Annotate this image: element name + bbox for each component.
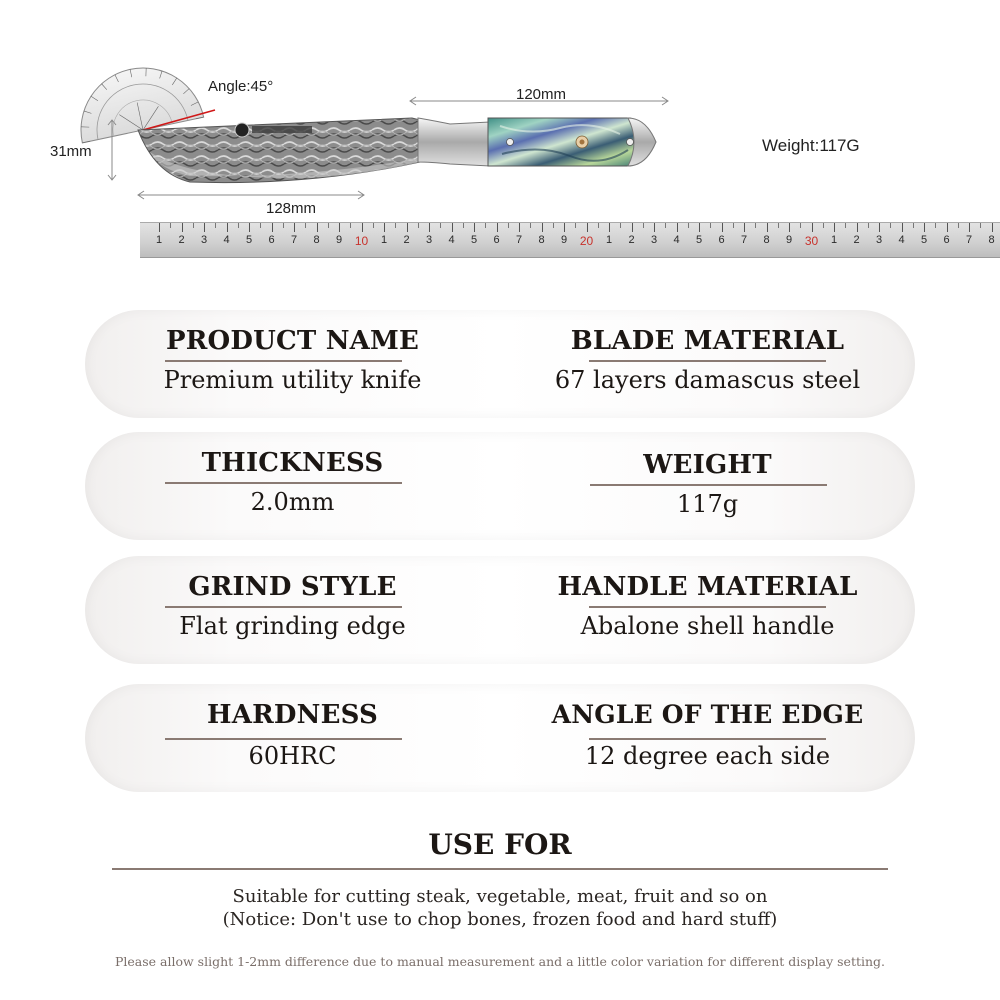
ruler-tick-mark: [519, 223, 520, 232]
spec-value: Abalone shell handle: [580, 612, 835, 640]
spec-row: [85, 310, 915, 418]
ruler-tick-label: 8: [988, 234, 995, 246]
ruler-tick-label: 1: [380, 234, 388, 246]
ruler-tick-mark: [384, 223, 385, 232]
ruler-tick-label: 4: [223, 234, 230, 246]
ruler-tick-mark: [407, 223, 408, 232]
ruler-tick-mark: [812, 223, 813, 232]
ruler-tick-mark: [204, 223, 205, 232]
spec-heading: BLADE MATERIAL: [570, 326, 845, 356]
ruler-tick-label: 4: [898, 234, 905, 246]
ruler-half-tick: [823, 223, 824, 228]
ruler-half-tick: [868, 223, 869, 228]
heading-underline: [165, 360, 402, 362]
ruler-tick-mark: [677, 223, 678, 232]
ruler-tick-label: 3: [425, 234, 433, 246]
ruler-tick-mark: [452, 223, 453, 232]
ruler-tick-mark: [924, 223, 925, 232]
ruler-tick-mark: [182, 223, 183, 232]
ruler-half-tick: [958, 223, 959, 228]
ruler-tick-label: 6: [268, 234, 275, 246]
ruler-half-tick: [935, 223, 936, 228]
ruler-tick-mark: [767, 223, 768, 232]
ruler-tick-label: 3: [650, 234, 658, 246]
blade-height-label: 31mm: [50, 143, 92, 160]
ruler-half-tick: [553, 223, 554, 228]
ruler-tick-label: 5: [245, 234, 253, 246]
ruler-half-tick: [890, 223, 891, 228]
ruler-tick-mark: [317, 223, 318, 232]
ruler-tick-mark: [609, 223, 610, 232]
ruler-tick-label: 5: [470, 234, 478, 246]
ruler-tick-label: 6: [943, 234, 950, 246]
ruler-half-tick: [373, 223, 374, 228]
ruler-tick-label: 2: [628, 234, 635, 246]
ruler-tick-mark: [362, 223, 363, 232]
spec-blade-material: [500, 310, 915, 418]
ruler-half-tick: [395, 223, 396, 228]
ruler-tick-mark: [992, 223, 993, 232]
use-for-notice: (Notice: Don't use to chop bones, frozen food and hard stuff): [222, 909, 778, 930]
knife-image: [130, 112, 670, 192]
ruler-tick-mark: [969, 223, 970, 232]
ruler-half-tick: [193, 223, 194, 228]
ruler-tick-mark: [429, 223, 430, 232]
ruler-tick-label: 9: [785, 234, 793, 246]
ruler-half-tick: [688, 223, 689, 228]
ruler-tick-label: 3: [875, 234, 883, 246]
ruler-tick-label: 7: [965, 234, 973, 246]
ruler-half-tick: [598, 223, 599, 228]
ruler-half-tick: [350, 223, 351, 228]
blade-length-arrow: [136, 188, 366, 202]
spec-product-name: [85, 310, 500, 418]
ruler-tick-label: 2: [178, 234, 185, 246]
heading-underline: [165, 738, 402, 740]
ruler-tick-mark: [339, 223, 340, 232]
height-dimension-arrow: [104, 118, 120, 182]
ruler-tick-mark: [497, 223, 498, 232]
ruler-tick-label: 1: [830, 234, 838, 246]
ruler-half-tick: [755, 223, 756, 228]
spec-heading: PRODUCT NAME: [165, 326, 420, 356]
ruler-half-tick: [913, 223, 914, 228]
ruler-tick-label: 7: [290, 234, 298, 246]
heading-underline: [589, 606, 826, 608]
ruler-half-tick: [170, 223, 171, 228]
ruler-half-tick: [845, 223, 846, 228]
spec-heading: ANGLE OF THE EDGE: [551, 700, 864, 729]
spec-heading: HANDLE MATERIAL: [557, 572, 858, 602]
ruler-half-tick: [418, 223, 419, 228]
spec-row: [85, 556, 915, 664]
ruler-tick-mark: [159, 223, 160, 232]
spec-value: Flat grinding edge: [179, 612, 406, 640]
ruler-tick-mark: [632, 223, 633, 232]
ruler-half-tick: [575, 223, 576, 228]
spec-heading: HARDNESS: [206, 700, 379, 730]
ruler-tick-mark: [587, 223, 588, 232]
spec-hardness: [85, 684, 500, 792]
ruler-tick-label: 30: [804, 234, 819, 248]
heading-underline: [589, 738, 826, 740]
use-for-title: USE FOR: [428, 828, 572, 861]
ruler-tick-mark: [542, 223, 543, 232]
disclaimer-text: Please allow slight 1-2mm difference due to manual measurement and a little color variation for different display setting.: [114, 954, 886, 969]
spec-edge-angle: [500, 684, 915, 792]
ruler-tick-label: 8: [313, 234, 320, 246]
ruler-tick-label: 10: [354, 234, 369, 248]
ruler-tick-label: 4: [448, 234, 455, 246]
ruler-half-tick: [778, 223, 779, 228]
handle-length-label: 120mm: [516, 86, 567, 103]
ruler-half-tick: [530, 223, 531, 228]
heading-underline: [590, 484, 827, 486]
ruler-half-tick: [485, 223, 486, 228]
ruler-tick-mark: [902, 223, 903, 232]
ruler-tick-label: 5: [920, 234, 928, 246]
ruler-half-tick: [800, 223, 801, 228]
ruler-half-tick: [328, 223, 329, 228]
ruler-half-tick: [305, 223, 306, 228]
ruler-half-tick: [238, 223, 239, 228]
spec-weight: [500, 432, 915, 540]
ruler-tick-mark: [722, 223, 723, 232]
ruler-tick-label: 8: [538, 234, 545, 246]
knife-dimension-diagram: [0, 0, 1000, 270]
blade-length-label: 128mm: [266, 200, 317, 217]
ruler-tick-mark: [699, 223, 700, 232]
spec-value: 117g: [676, 490, 739, 518]
ruler-half-tick: [620, 223, 621, 228]
ruler-tick-mark: [294, 223, 295, 232]
ruler-tick-label: 6: [493, 234, 500, 246]
spec-value: 67 layers damascus steel: [554, 366, 861, 394]
ruler-tick-label: 7: [515, 234, 523, 246]
ruler-half-tick: [463, 223, 464, 228]
ruler-half-tick: [215, 223, 216, 228]
ruler-tick-label: 6: [718, 234, 725, 246]
spec-row: [85, 684, 915, 792]
ruler-tick-label: 8: [763, 234, 770, 246]
spec-value: 60HRC: [248, 742, 337, 770]
spec-grind-style: [85, 556, 500, 664]
use-for-underline: [112, 868, 888, 870]
ruler-tick-mark: [474, 223, 475, 232]
ruler-tick-label: 2: [853, 234, 860, 246]
heading-underline: [589, 360, 826, 362]
ruler-tick-label: 1: [605, 234, 613, 246]
spec-value: 12 degree each side: [584, 742, 831, 770]
ruler-tick-mark: [879, 223, 880, 232]
ruler-half-tick: [440, 223, 441, 228]
ruler-tick-mark: [272, 223, 273, 232]
weight-label: Weight:117G: [762, 136, 860, 155]
ruler-tick-mark: [227, 223, 228, 232]
ruler-tick-mark: [947, 223, 948, 232]
spec-heading: WEIGHT: [643, 450, 772, 480]
measuring-ruler: [140, 222, 1000, 258]
ruler-half-tick: [283, 223, 284, 228]
ruler-half-tick: [733, 223, 734, 228]
spec-thickness: [85, 432, 500, 540]
ruler-tick-label: 3: [200, 234, 208, 246]
spec-row: [85, 432, 915, 540]
heading-underline: [165, 606, 402, 608]
ruler-half-tick: [980, 223, 981, 228]
angle-label: Angle:45°: [208, 78, 274, 95]
ruler-tick-mark: [834, 223, 835, 232]
spec-value: 2.0mm: [250, 488, 335, 516]
ruler-tick-mark: [857, 223, 858, 232]
ruler-half-tick: [260, 223, 261, 228]
ruler-tick-mark: [744, 223, 745, 232]
ruler-tick-mark: [789, 223, 790, 232]
ruler-tick-mark: [564, 223, 565, 232]
ruler-tick-label: 2: [403, 234, 410, 246]
spec-heading: THICKNESS: [201, 448, 384, 478]
ruler-half-tick: [508, 223, 509, 228]
ruler-half-tick: [710, 223, 711, 228]
ruler-half-tick: [665, 223, 666, 228]
ruler-tick-label: 1: [155, 234, 163, 246]
ruler-tick-mark: [654, 223, 655, 232]
heading-underline: [165, 482, 402, 484]
ruler-tick-label: 5: [695, 234, 703, 246]
spec-value: Premium utility knife: [163, 366, 422, 394]
spec-handle-material: [500, 556, 915, 664]
ruler-tick-label: 9: [335, 234, 343, 246]
ruler-tick-mark: [249, 223, 250, 232]
use-for-description: Suitable for cutting steak, vegetable, meat, fruit and so on: [232, 886, 768, 907]
ruler-tick-label: 9: [560, 234, 568, 246]
spec-heading: GRIND STYLE: [188, 572, 397, 602]
ruler-half-tick: [643, 223, 644, 228]
ruler-tick-label: 20: [579, 234, 594, 248]
ruler-tick-label: 7: [740, 234, 748, 246]
ruler-tick-label: 4: [673, 234, 680, 246]
